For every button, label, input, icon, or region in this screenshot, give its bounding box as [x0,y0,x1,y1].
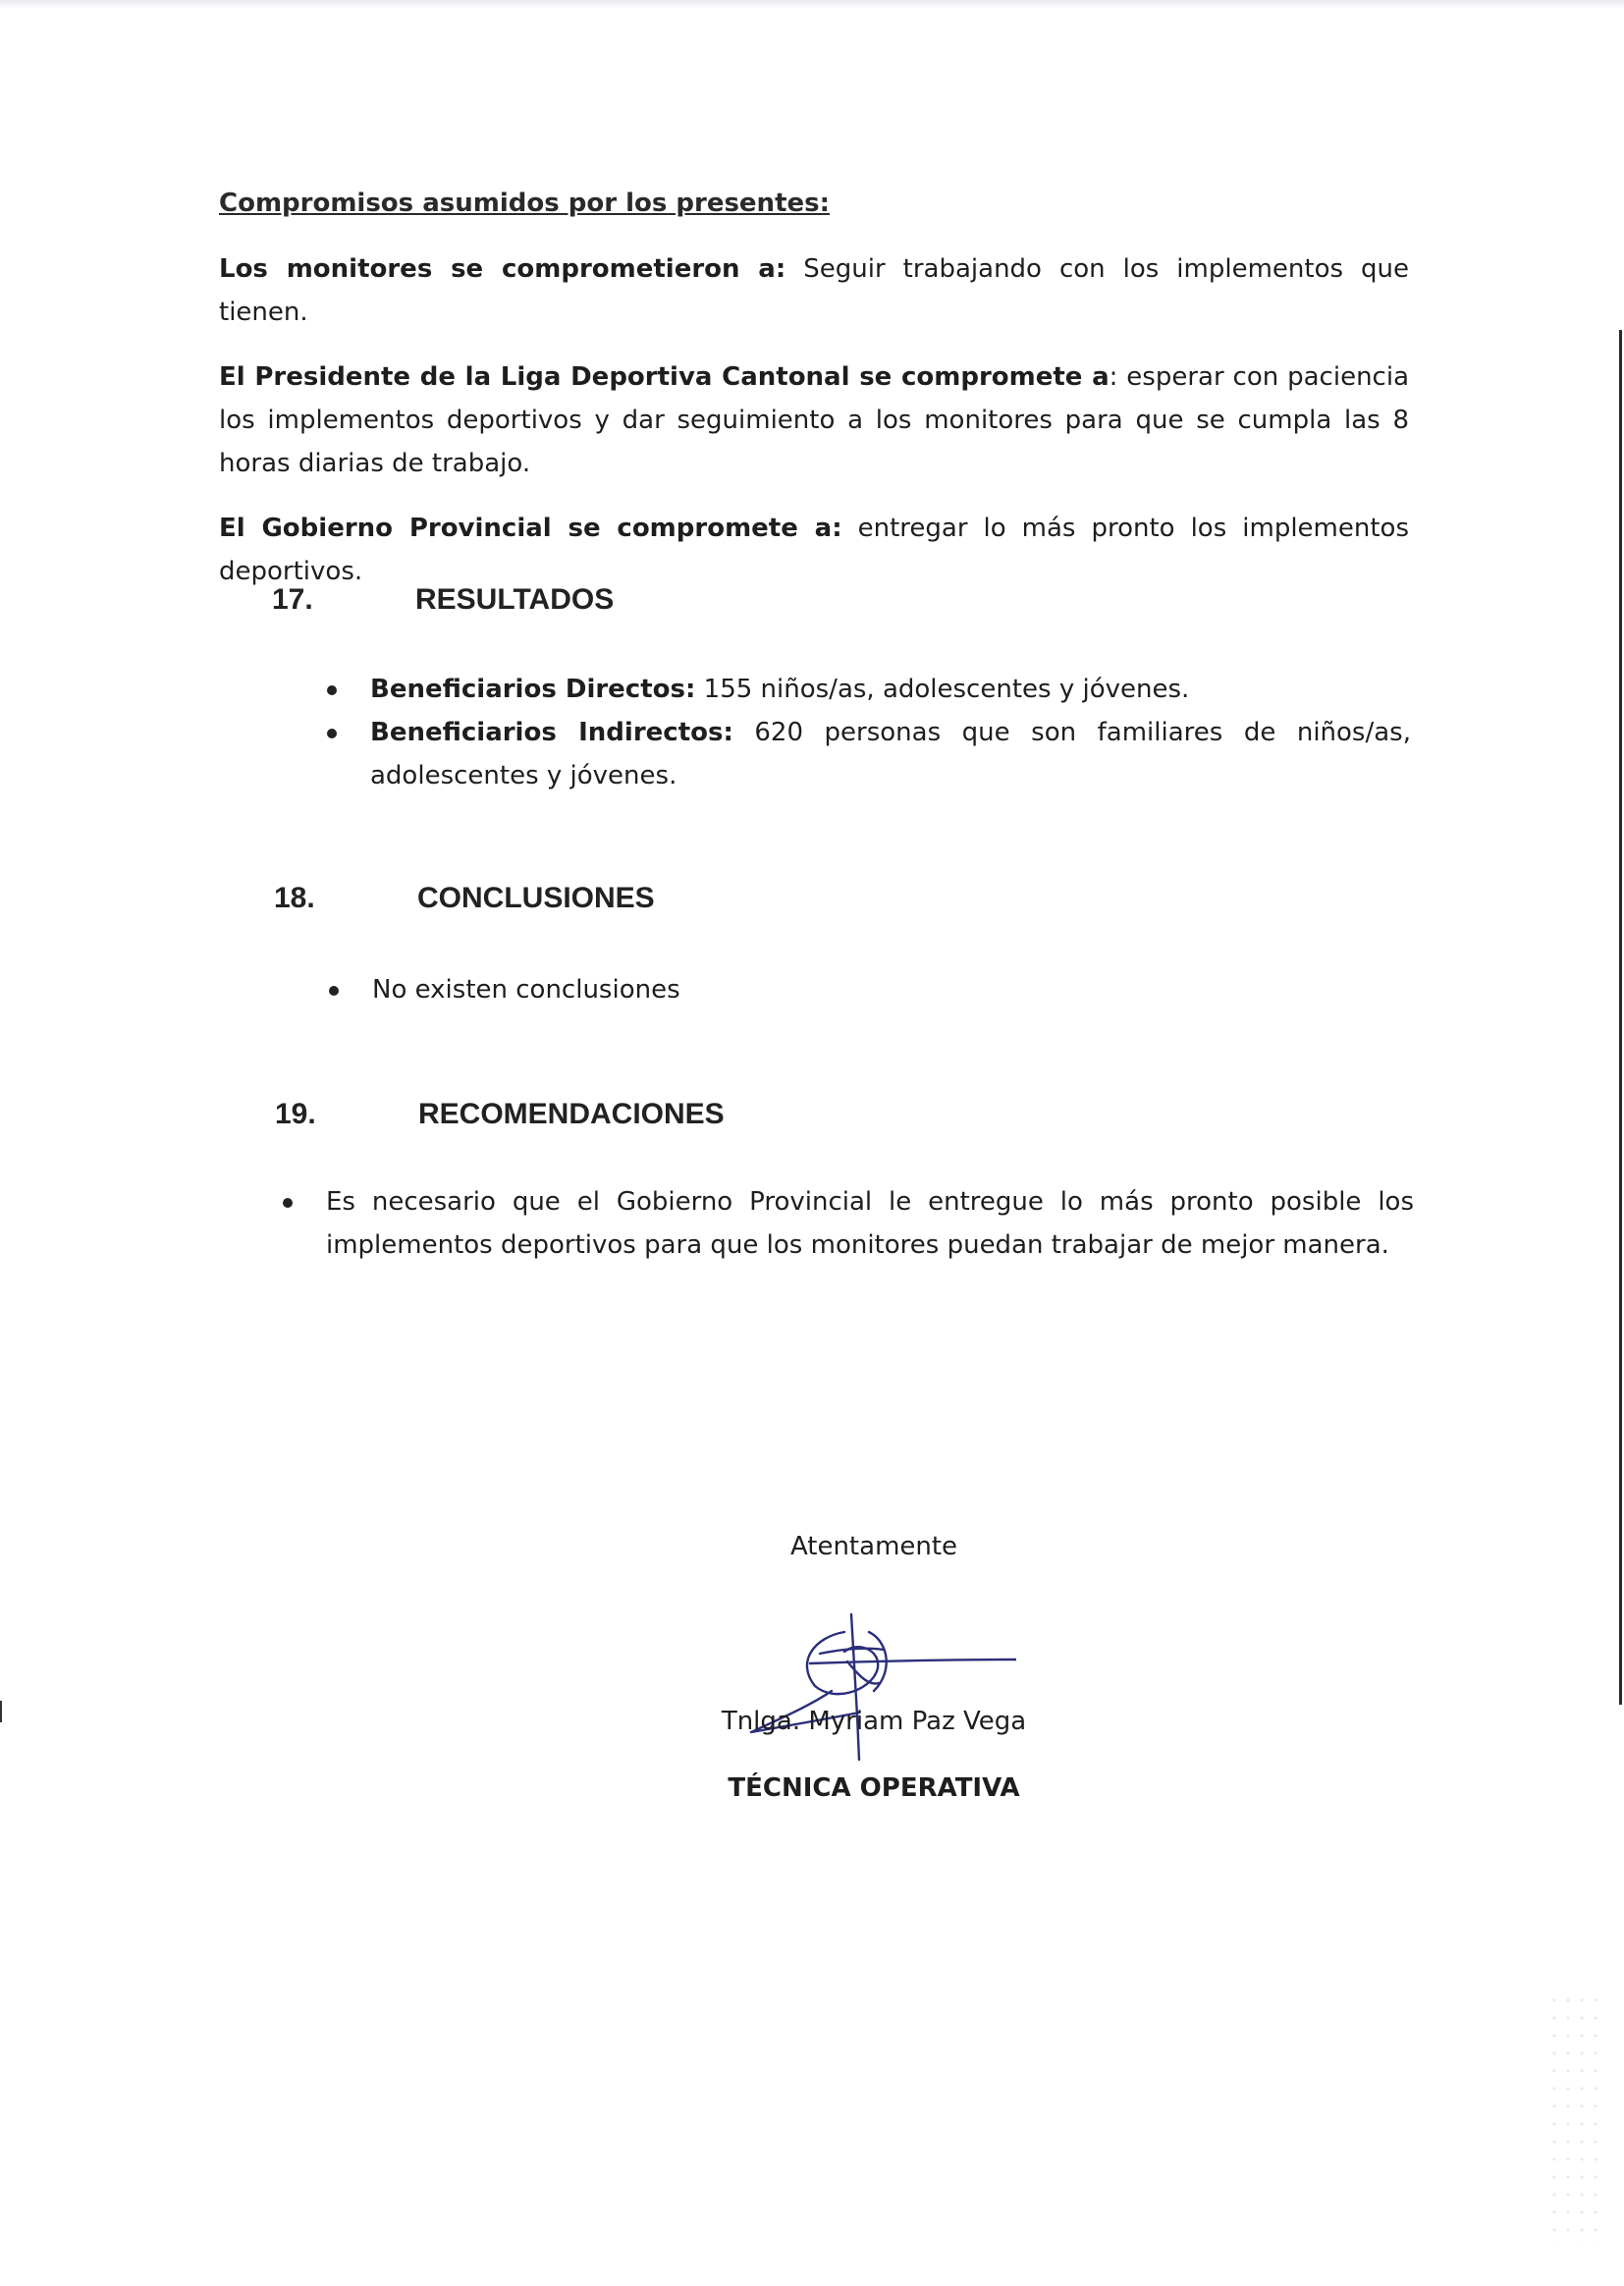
section-title: RECOMENDACIONES [418,1098,725,1130]
conclusiones-list [321,968,1205,1011]
section-number: 19. [275,1098,316,1130]
commitment-monitors [219,247,1409,334]
item-text: 620 personas que son familiares de niños/as, adolescentes y jóvenes. [370,718,1411,790]
commitment-text: entregar lo más pronto los implementos deportivos. [219,514,1409,586]
section-number: 17. [272,583,313,616]
bullet-icon [327,729,337,738]
item-text: No existen conclusiones [372,975,680,1005]
bullet-icon [283,1198,293,1208]
commitment-lead: Los monitores se comprometieron a: [219,254,786,284]
bullet-icon [329,986,339,996]
recomendaciones-list [275,1180,1414,1267]
scan-mark-left [0,1701,2,1722]
commitment-text: : esperar con paciencia los implementos deportivos y dar seguimiento a los monitores para que se cumpla las 8 horas diarias de trabajo. [219,362,1409,478]
commitment-text: Seguir trabajando con los implementos que tienen. [219,254,1410,327]
item-text: Es necesario que el Gobierno Provincial le entregue lo más pronto posible los implementos deportivos para que los monitores puedan trabajar de mejor manera. [326,1187,1414,1260]
signer-name: Tnlga. Myriam Paz Vega [721,1707,1027,1736]
signer-role: TÉCNICA OPERATIVA [728,1773,1020,1803]
commitments-block [219,189,1409,615]
commitments-title: Compromisos asumidos por los presentes: [219,189,831,218]
commitment-president [219,355,1409,485]
item-lead: Beneficiarios Directos: [370,675,696,704]
scan-noise [1547,1991,1606,2247]
resultados-list [319,668,1411,797]
section-title: RESULTADOS [415,583,615,616]
list-item [275,1180,1414,1267]
scan-edge-top [0,0,1624,8]
item-lead: Beneficiarios Indirectos: [370,718,733,747]
section-title: CONCLUSIONES [417,882,655,914]
section-number: 18. [274,882,315,914]
handwritten-signature [722,1593,1016,1789]
list-item [319,668,1411,711]
closing-greeting: Atentamente [789,1532,958,1561]
commitment-government [219,507,1409,593]
list-item [319,711,1411,797]
bullet-icon [327,685,337,695]
list-item [321,968,1205,1011]
commitment-lead: El Presidente de la Liga Deportiva Cantonal se compromete a [219,362,1110,392]
item-text: 155 niños/as, adolescentes y jóvenes. [695,675,1190,704]
commitment-lead: El Gobierno Provincial se compromete a: [219,514,842,543]
scan-edge-right [1619,330,1622,1705]
